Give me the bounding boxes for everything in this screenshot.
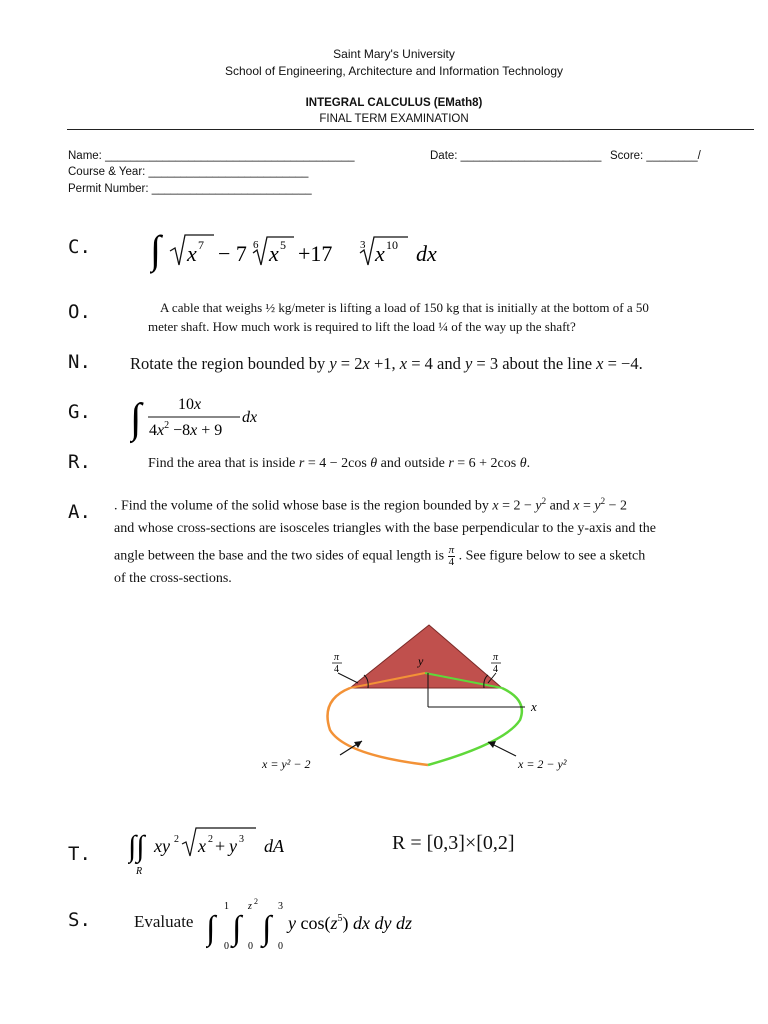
problem-n-about: about the line [502,354,593,373]
svg-text:4x2 −8x + 9: $4x^2 -8x + 9$ [149,420,223,439]
cross-section-triangle [350,625,502,688]
svg-text:∫: ∫ [150,227,161,272]
svg-text:+17: +17 [298,241,333,266]
left-angle-four: 4 [334,664,339,675]
svg-text:5: 5 [280,238,286,252]
svg-text:7: 7 [198,238,204,252]
problem-a-line2: and whose cross-sections are isosceles triangles with the base perpendicular to the y-axis and the [114,521,656,536]
svg-text:∫∫: ∫∫ [128,830,145,863]
svg-text:0: 0 [278,941,283,952]
letter-r: R. [68,451,91,473]
svg-text:1: 1 [224,901,229,912]
svg-text:dA: dA [264,836,284,856]
svg-text:0: 0 [248,941,253,952]
svg-text:− 7: − 7 [218,241,247,266]
right-curve-label: x = 2 − y² [518,757,567,771]
right-boundary-curve [428,688,522,765]
cross-section-figure [250,615,610,790]
problem-c-formula [150,225,450,281]
exam-title: FINAL TERM EXAMINATION [319,113,469,125]
svg-text:+: + [215,836,226,856]
letter-s: S. [68,909,91,931]
letter-o: O. [68,301,91,323]
left-curve-label: x = y² − 2 [262,757,311,771]
svg-text:10x: 10x [178,396,202,413]
svg-text:∫: ∫ [232,910,242,947]
school-name: School of Engineering, Architecture and Information Technology [225,64,563,78]
svg-text:2: 2 [208,834,213,845]
problem-n-and: and [437,354,461,373]
letter-n: N. [68,351,91,373]
svg-text:x: x [198,836,206,856]
svg-text:y cos(z5) dx dy dz: y $\cos(z^5)$ dx dy dz [288,913,412,933]
course-year-field: Course & Year: _________________________ [68,166,309,178]
problem-s-formula [206,895,446,955]
svg-text:x: x [375,241,385,266]
problem-a-line4: of the cross-sections. [114,571,232,586]
svg-text:2: 2 [174,834,179,845]
problem-t-region: R = [0,3]×[0,2] [392,832,515,854]
problem-a-line3: angle between the base and the two sides of equal length is $\frac{\pi}{4}$ . See figure below to see a sketch [114,544,646,568]
left-angle-pi: π [334,652,340,663]
svg-text:xy: xy [154,836,170,856]
date-field: Date: ______________________ [430,150,602,162]
svg-text:3: 3 [239,834,244,845]
problem-s-integral [206,895,446,960]
svg-text:10: 10 [386,238,398,252]
svg-text:6: 6 [253,239,259,251]
svg-text:dx: dx [242,409,258,426]
letter-t: T. [68,843,91,865]
svg-text:x: x [187,241,197,266]
problem-n: Rotate the region bounded by y = 2x +1, x = 4 and y = 3 about the line x = −4. [130,354,643,373]
problem-t-formula [128,822,308,878]
name-field: Name: _______________________________________ [68,150,355,162]
problem-s-evaluate: Evaluate [134,912,194,931]
svg-text:∫: ∫ [130,396,142,442]
permit-field: Permit Number: _________________________ [68,183,312,195]
svg-text:3: 3 [278,901,283,912]
letter-c: C. [68,236,91,258]
problem-r-find: Find the area that is inside [148,456,296,471]
problem-n-text: Rotate the region bounded by [130,354,326,373]
problem-r-outside: and outside [380,456,445,471]
problem-c-integral [150,225,450,286]
header-rule [67,129,754,130]
svg-text:y: y [229,836,237,856]
svg-text:x: x [269,241,279,266]
course-title: INTEGRAL CALCULUS (EMath8) [305,97,483,109]
svg-text:z: z [248,901,252,912]
y-axis-label: y [418,654,424,668]
letter-g: G. [68,401,91,423]
svg-text:∫: ∫ [206,910,216,947]
university-name: Saint Mary's University [333,47,455,61]
right-angle-pi: π [493,652,499,663]
problem-o-line1: A cable that weighs ½ kg/meter is lifting a load of 150 kg that is initially at the bottom of a 50 [160,300,649,315]
problem-o-line2: meter shaft. How much work is required to lift the load ¼ of the way up the shaft? [148,319,576,334]
right-angle-four: 4 [493,664,498,675]
letter-a: A. [68,501,91,523]
svg-text:0: 0 [224,941,229,952]
svg-text:3: 3 [360,239,366,251]
problem-g-formula [130,390,290,446]
cross-section-diagram [250,615,610,785]
problem-t-integral [128,822,308,883]
svg-text:∫: ∫ [262,910,272,947]
x-axis-label: x [531,699,537,714]
score-field: Score: ________/ [610,150,701,162]
problem-r: Find the area that is inside r = 4 − 2cos θ and outside r = 6 + 2cos θ. [148,456,531,471]
svg-text:2: 2 [254,897,258,906]
problem-a-line1: . Find the volume of the solid whose base is the region bounded by $x = 2 - y^2$ and $x = y^2 - 2$ [114,496,628,514]
svg-text:R: R [136,866,143,877]
svg-text:dx: dx [416,241,437,266]
problem-g-integral [130,390,290,451]
